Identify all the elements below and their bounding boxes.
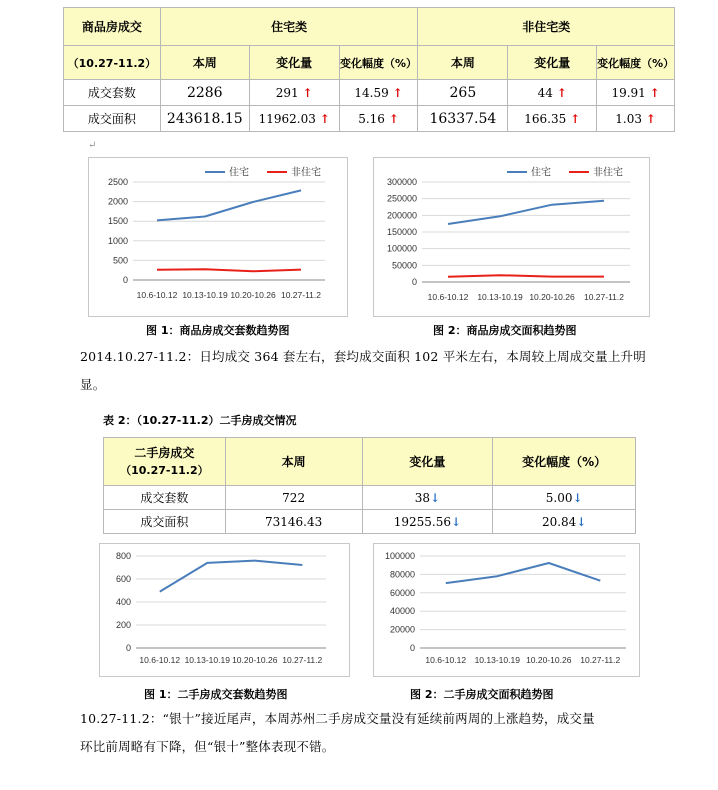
x-tick-label: 10.6-10.12 — [425, 655, 467, 665]
y-tick-label: 0 — [409, 643, 415, 653]
figure4-caption: 图 2：二手房成交面积趋势图 — [410, 688, 554, 701]
x-tick-label: 10.20-10.26 — [232, 655, 278, 665]
row-label: 成交套数 — [104, 486, 226, 510]
x-tick-label: 10.20-10.26 — [230, 290, 276, 300]
non-rate-cell — [597, 106, 675, 132]
x-tick-label: 10.27-11.2 — [580, 655, 621, 665]
table-row — [64, 106, 675, 132]
y-tick-label: 600 — [115, 574, 131, 584]
non-week: 265 — [418, 80, 508, 106]
table1-col-week-non: 本周 — [418, 46, 508, 80]
arrow-up-icon: ↑ — [556, 85, 567, 100]
figure3-caption: 图 1：二手房成交套数趋势图 — [144, 688, 288, 701]
legend-label: 非住宅 — [593, 167, 623, 179]
arrow-up-icon: ↑ — [392, 85, 403, 100]
arrow-up-icon: ↑ — [570, 111, 581, 126]
res-week: 243618.15 — [160, 106, 249, 132]
arrow-down-icon: ↓ — [430, 490, 441, 505]
summary-paragraph-2-line1: 10.27-11.2：“银十”接近尾声，本周苏州二手房成交量没有延续前两周的上涨趋势，成交量 — [80, 711, 595, 726]
change-value: 38 — [414, 490, 430, 505]
x-tick-label: 10.6-10.12 — [136, 290, 178, 300]
table2-header-line1: 二手房成交 — [134, 445, 195, 460]
y-tick-label: 20000 — [389, 624, 415, 635]
res-change-cell — [249, 80, 339, 106]
chart4-frame — [373, 543, 640, 677]
series-line-1 — [448, 201, 604, 224]
non-change-cell — [508, 80, 597, 106]
res-rate-cell — [339, 80, 418, 106]
table1-header-left: 商品房成交 — [64, 8, 161, 46]
table2-col-week: 本周 — [225, 438, 362, 486]
arrow-up-icon: ↑ — [302, 85, 313, 100]
figure1-caption: 图 1：商品房成交套数趋势图 — [146, 324, 290, 337]
y-tick-label: 150000 — [386, 227, 417, 237]
chart1-frame — [88, 157, 348, 317]
change-cell — [362, 486, 493, 510]
res-change: 11962.03 — [258, 111, 316, 126]
non-change: 44 — [537, 85, 553, 100]
y-tick-label: 200 — [115, 620, 131, 630]
non-rate: 19.91 — [611, 85, 646, 100]
arrow-up-icon: ↑ — [319, 111, 330, 126]
table2-header-left — [104, 438, 226, 486]
res-rate: 5.16 — [358, 111, 385, 126]
week-value: 73146.43 — [225, 510, 362, 534]
x-tick-label: 10.6-10.12 — [427, 292, 469, 302]
y-tick-label: 50000 — [391, 260, 417, 271]
paragraph-mark: ↵ — [88, 140, 97, 151]
x-tick-label: 10.13-10.19 — [184, 655, 230, 665]
change-cell — [362, 510, 493, 534]
new-housing-table — [63, 7, 675, 132]
x-tick-label: 10.20-10.26 — [526, 655, 572, 665]
y-tick-label: 0 — [125, 643, 131, 653]
y-tick-label: 800 — [115, 551, 131, 561]
chart2-new-housing-area — [374, 158, 649, 316]
non-change: 166.35 — [524, 111, 567, 126]
x-tick-label: 10.27-11.2 — [583, 292, 625, 302]
table1-col-change-non: 变化量 — [508, 46, 597, 80]
y-tick-label: 100000 — [386, 243, 417, 254]
summary-paragraph-1-line1: 2014.10.27-11.2：日均成交 364 套左右，套均成交面积 102 平米左右，本周较上周成交量上升明 — [80, 349, 646, 364]
series-line-1 — [446, 563, 601, 583]
x-tick-label: 10.27-11.2 — [280, 290, 322, 300]
non-change-cell — [508, 106, 597, 132]
row-label: 成交面积 — [104, 510, 226, 534]
table1-group-residential: 住宅类 — [160, 8, 418, 46]
arrow-up-icon: ↑ — [388, 111, 399, 126]
table-row — [104, 486, 636, 510]
table1-period: （10.27-11.2） — [64, 46, 161, 80]
y-tick-label: 500 — [112, 255, 128, 266]
summary-paragraph-1-line2: 显。 — [80, 377, 106, 392]
row-label: 成交面积 — [64, 106, 161, 132]
arrow-up-icon: ↑ — [649, 85, 660, 100]
y-tick-label: 300000 — [386, 177, 417, 187]
chart1-new-housing-units — [89, 158, 347, 316]
series-line-2 — [157, 269, 301, 271]
series-line-2 — [448, 275, 604, 277]
legend-label: 住宅 — [229, 167, 249, 179]
x-tick-label: 10.13-10.19 — [477, 292, 523, 302]
figure2-caption: 图 2：商品房成交面积趋势图 — [433, 324, 577, 337]
table2-col-rate: 变化幅度（%） — [493, 438, 636, 486]
res-change: 291 — [275, 85, 299, 100]
legend-label: 住宅 — [531, 167, 551, 179]
table1-col-rate-res: 变化幅度（%） — [339, 46, 418, 80]
y-tick-label: 1000 — [107, 235, 128, 246]
y-tick-label: 0 — [411, 277, 417, 287]
chart4-second-hand-area — [374, 544, 639, 676]
table-row — [104, 510, 636, 534]
non-rate-cell — [597, 80, 675, 106]
y-tick-label: 80000 — [389, 569, 415, 580]
res-change-cell — [249, 106, 339, 132]
table1-col-change-res: 变化量 — [249, 46, 339, 80]
arrow-up-icon: ↑ — [645, 111, 656, 126]
arrow-down-icon: ↓ — [451, 514, 462, 529]
series-line-1 — [160, 561, 302, 592]
y-tick-label: 0 — [122, 275, 128, 285]
y-tick-label: 2500 — [107, 177, 128, 187]
x-tick-label: 10.6-10.12 — [139, 655, 181, 665]
y-tick-label: 250000 — [386, 193, 417, 204]
table2-title: 表 2：（10.27-11.2）二手房成交情况 — [103, 414, 297, 427]
table2-col-change: 变化量 — [362, 438, 493, 486]
second-hand-table — [103, 437, 636, 534]
y-tick-label: 400 — [115, 597, 131, 607]
x-tick-label: 10.13-10.19 — [182, 290, 228, 300]
table-row — [64, 80, 675, 106]
week-value: 722 — [225, 486, 362, 510]
y-tick-label: 200000 — [386, 210, 417, 221]
table1-col-week-res: 本周 — [160, 46, 249, 80]
change-value: 19255.56 — [393, 514, 451, 529]
summary-paragraph-2-line2: 环比前周略有下降，但“银十”整体表现不错。 — [80, 739, 335, 754]
y-tick-label: 1500 — [107, 216, 128, 227]
y-tick-label: 2000 — [107, 196, 128, 207]
non-week: 16337.54 — [418, 106, 508, 132]
y-tick-label: 60000 — [389, 587, 415, 598]
rate-cell — [493, 510, 636, 534]
non-rate: 1.03 — [615, 111, 642, 126]
legend-label: 非住宅 — [291, 167, 321, 179]
res-rate: 14.59 — [354, 85, 389, 100]
row-label: 成交套数 — [64, 80, 161, 106]
res-week: 2286 — [160, 80, 249, 106]
rate-cell — [493, 486, 636, 510]
arrow-down-icon: ↓ — [572, 490, 583, 505]
arrow-down-icon: ↓ — [576, 514, 587, 529]
x-tick-label: 10.13-10.19 — [474, 655, 520, 665]
chart2-frame — [373, 157, 650, 317]
y-tick-label: 40000 — [389, 606, 415, 617]
table2-header-line2: （10.27-11.2） — [120, 463, 209, 477]
series-line-1 — [157, 190, 301, 220]
x-tick-label: 10.20-10.26 — [529, 292, 575, 302]
rate-value: 20.84 — [541, 514, 577, 529]
table1-col-rate-non: 变化幅度（%） — [597, 46, 675, 80]
rate-value: 5.00 — [545, 490, 573, 505]
chart3-frame — [99, 543, 350, 677]
y-tick-label: 100000 — [384, 551, 415, 561]
table1-group-nonresidential: 非住宅类 — [418, 8, 675, 46]
x-tick-label: 10.27-11.2 — [282, 655, 323, 665]
res-rate-cell — [339, 106, 418, 132]
chart3-second-hand-units — [100, 544, 349, 676]
